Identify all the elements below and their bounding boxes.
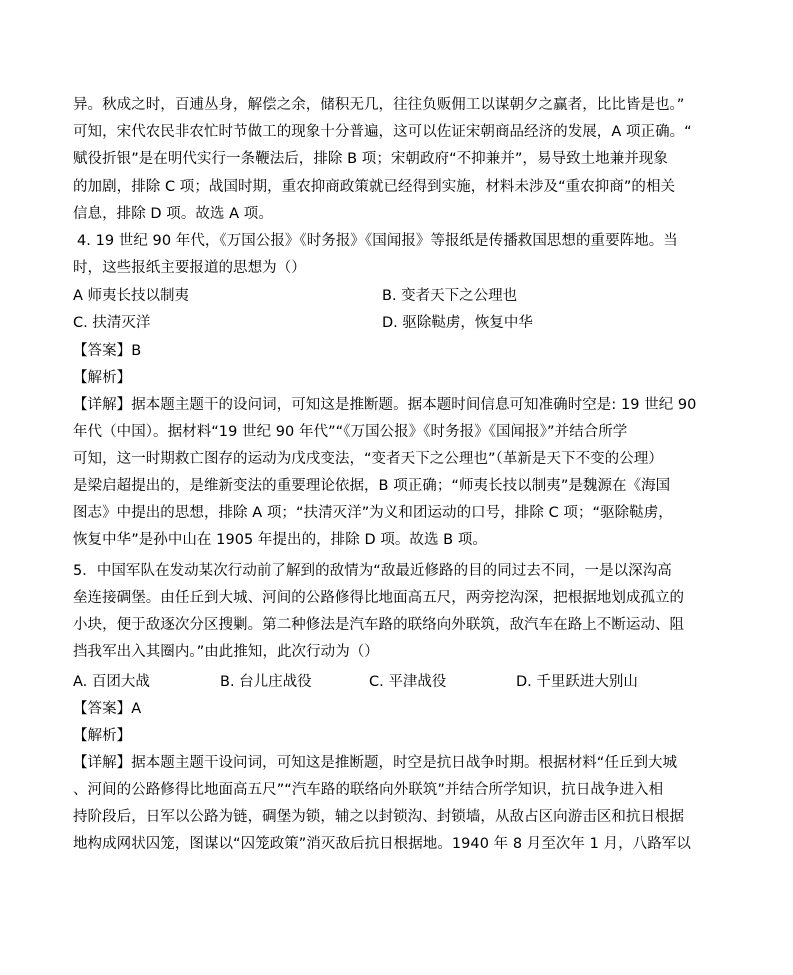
q4-option-d: D. 驱除鞑虏，恢复中华 bbox=[382, 315, 533, 331]
q4-analysis-label: 【解析】 bbox=[73, 370, 132, 386]
q4-detail-line-1: 【详解】据本题主题干的设问词，可知这是推断题。据本题时间信息可知准确时空是: 19 世纪 90 bbox=[73, 397, 697, 413]
prev-explanation-line-5: 信息，排除 D 项。故选 A 项。 bbox=[73, 206, 273, 222]
q4-detail-line-4: 是梁启超提出的，是维新变法的重要理论依据，B 项正确；“师夷长技以制夷”是魏源在《海国 bbox=[73, 478, 671, 494]
q4-option-b: B. 变者天下之公理也 bbox=[382, 288, 518, 304]
q4-detail-line-5: 图志》中提出的思想，排除 A 项；“扶清灭洋”为义和团运动的口号，排除 C 项；“驱除鞑虏， bbox=[73, 505, 673, 521]
q4-stem-line-2: 时，这些报纸主要报道的思想为（） bbox=[73, 260, 306, 276]
prev-explanation-line-1: 异。秋成之时，百逋丛身，解偿之余，储积无几，往往负贩佣工以谋朝夕之赢者，比比皆是也。” bbox=[73, 97, 685, 113]
q5-option-d: D. 千里跃进大别山 bbox=[516, 674, 638, 690]
q5-option-b: B. 台儿庄战役 bbox=[220, 674, 312, 690]
q5-answer: 【答案】A bbox=[73, 701, 142, 717]
q4-answer: 【答案】B bbox=[73, 343, 142, 359]
q5-stem-line-1: 5．中国军队在发动某次行动前了解到的敌情为“敌最近修路的目的同过去不同，一是以深沟高 bbox=[73, 563, 672, 579]
prev-explanation-line-3: 赋役折银”是在明代实行一条鞭法后，排除 B 项；宋朝政府“不抑兼并”，易导致土地兼并现象 bbox=[73, 151, 668, 167]
q5-stem-line-3: 小块，便于敌逐次分区搜剿。第二种修法是汽车路的联络向外联筑，敌汽车在路上不断运动、阻 bbox=[73, 617, 685, 633]
q4-option-a: A 师夷长技以制夷 bbox=[73, 288, 190, 304]
q4-detail-line-3: 可知，这一时期救亡图存的运动为戊戌变法，“变者天下之公理也”（革新是天下不变的公理） bbox=[73, 451, 663, 467]
q4-detail-line-6: 恢复中华”是孙中山在 1905 年提出的，排除 D 项。故选 B 项。 bbox=[73, 532, 487, 548]
q4-option-c: C. 扶清灭洋 bbox=[73, 315, 151, 331]
q5-detail-line-4: 地构成网状囚笼，图谋以“囚笼政策”消灭敌后抗日根据地。1940 年 8 月至次年 1 月，八路军以 bbox=[73, 836, 691, 852]
q5-detail-line-1: 【详解】据本题主题干设问词，可知这是推断题，时空是抗日战争时期。根据材料“任丘到大城 bbox=[73, 755, 678, 771]
q5-detail-line-3: 持阶段后，日军以公路为链，碉堡为锁，辅之以封锁沟、封锁墙，从敌占区向游击区和抗日根据 bbox=[73, 809, 685, 825]
q5-analysis-label: 【解析】 bbox=[73, 728, 132, 744]
q4-detail-line-2: 年代（中国）。据材料“19 世纪 90 年代”“《万国公报》《时务报》《国闻报》”并结合所学 bbox=[73, 424, 628, 440]
prev-explanation-line-4: 的加剧，排除 C 项；战国时期，重农抑商政策就已经得到实施，材料未涉及“重农抑商”的相关 bbox=[73, 179, 676, 195]
q4-stem-line-1: 4. 19 世纪 90 年代，《万国公报》《时务报》《国闻报》等报纸是传播救国思想的重要阵地。当 bbox=[77, 233, 678, 249]
q5-option-a: A. 百团大战 bbox=[73, 674, 150, 690]
q5-detail-line-2: 、河间的公路修得比地面高五尺”“汽车路的联络向外联筑”并结合所学知识，抗日战争进入相 bbox=[73, 782, 664, 798]
q5-option-c: C. 平津战役 bbox=[369, 674, 447, 690]
q5-stem-line-4: 挡我军出入其圈内。”由此推知，此次行动为（） bbox=[73, 644, 379, 660]
q5-stem-line-2: 垒连接碉堡。由任丘到大城、河间的公路修得比地面高五尺，两旁挖沟深，把根据地划成孤立的 bbox=[73, 590, 685, 606]
prev-explanation-line-2: 可知，宋代农民非农忙时节做工的现象十分普遍，这可以佐证宋朝商品经济的发展，A 项正确。“ bbox=[73, 124, 692, 140]
